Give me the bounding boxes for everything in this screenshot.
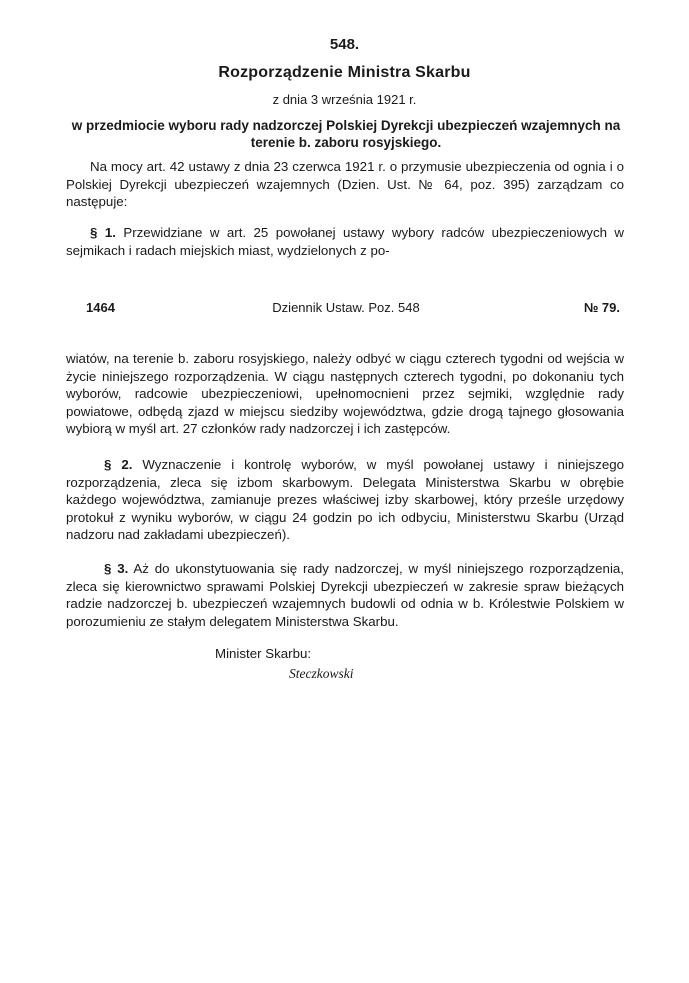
section-1-paragraph [66,224,624,259]
section-2-text: Wyznaczenie i kontrolę wyborów, w myśl powołanej ustawy i niniejszego rozporządzenia, zleca się izbom skarbowym. Delegata Ministerstwa Skarbu w obrębie każdego województwa, zamianuje prezes właściwej izby skarbowej, który prześle urzędowy protokuł z wyniku wyborów, w ciągu 24 godzin po ich odbyciu, Ministerstwu Skarbu (Urząd nadzoru nad zakładami ubezpieczeń). [66,457,625,542]
date-line: z dnia 3 września 1921 r. [272,92,417,107]
document-title: Rozporządzenie Ministra Skarbu [218,64,471,81]
section-1-continuation: wiatów, na terenie b. zaboru rosyjskiego, należy odbyć w ciągu czterech tygodni od wejścia w życie niniejszego rozporządzenia. W ciągu następnych czterech tygodni, po dokonaniu tych wyborów, radcowie ubezpieczeniowi, upełnomocnieni przez sejmiki, względnie rady powiatowe, odbędą zjazd w miejscu siedziby województwa, gdzie drogą tajnego głosowania wybiorą w myśl art. 27 członków rady nadzorczej i ich zastępców. [66,351,624,436]
footer-issue-number: № 79. [583,300,620,315]
section-2-label: § 2. [104,457,133,472]
section-1-label: § 1. [90,225,116,240]
signatory-name: Steczkowski [289,666,354,681]
preamble-paragraph: Na mocy art. 42 ustawy z dnia 23 czerwca 1921 r. o przymusie ubezpieczenia od ognia i o Polskiej Dyrekcji ubezpieczeń wzajemnych (Dzien. Ust. № 64, poz. 395) zarządzam co następuje: [66,159,624,209]
section-3-paragraph [66,560,624,630]
section-1-text-part1: Przewidziane w art. 25 powołanej ustawy wybory radców ubezpieczeniowych w sejmikach i radach miejskich miast, wydzielonych z po- [66,225,625,258]
document-number: 548. [329,36,360,53]
footer-journal: Dziennik Ustaw. Poz. 548 [272,300,420,315]
signature-label: Minister Skarbu: [215,646,312,661]
section-3-label: § 3. [104,561,129,576]
footer-page-number: 1464 [86,300,115,315]
document-subject: w przedmiocie wyboru rady nadzorczej Polskiej Dyrekcji ubezpieczeń wzajemnych na terenie b. zaboru rosyjskiego. [71,118,621,150]
section-2-paragraph [66,456,624,544]
section-3-text: Aż do ukonstytuowania się rady nadzorczej, w myśl niniejszego rozporządzenia, zleca się kierownictwo sprawami Polskiej Dyrekcji ubezpieczeń w zakresie spraw bieżących radzie nadzorczej b. ubezpieczeń wzajemnych budowli od odnia w b. Królestwie Polskiem w porozumieniu ze stałym delegatem Ministerstwa Skarbu. [66,561,624,629]
